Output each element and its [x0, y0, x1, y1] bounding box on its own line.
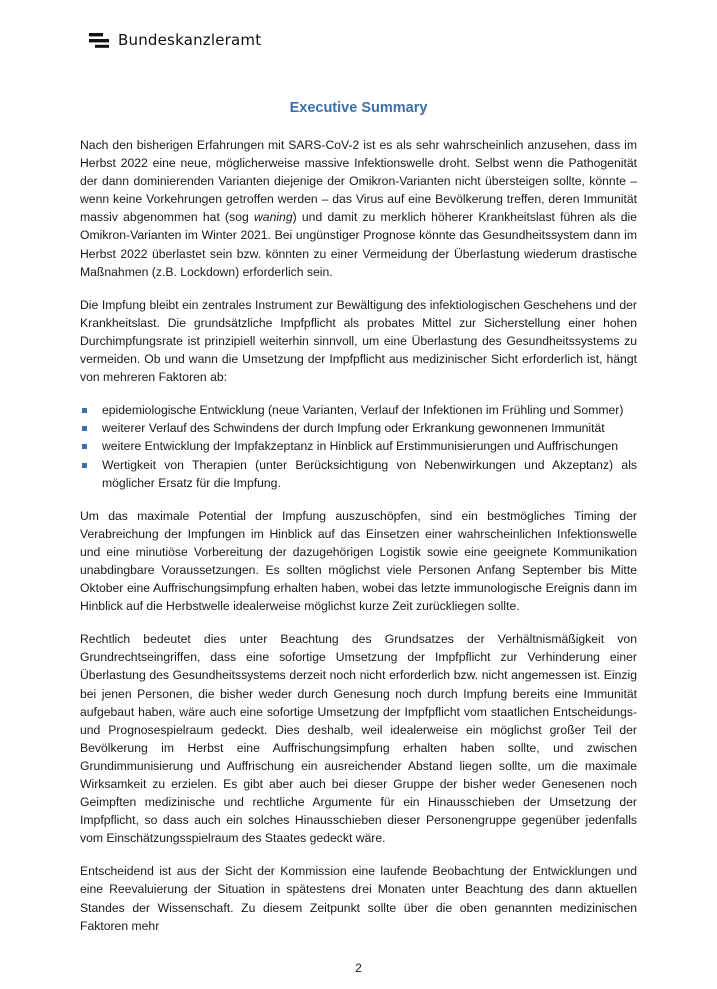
- paragraph-1-text-b: ) und damit zu merklich höherer Krankheitslast führen als die Omikron-Varianten im Winter 2021. Bei ungünstiger Prognose könnte das Gesundheitssystem dann im Herbst 2022 überlastet sein bzw. könnten zu einer Vermeidung der Überlastung wiederum drastische Maßnahmen (z.B. Lockdown) erforderlich sein.: [80, 210, 637, 279]
- list-item-text: Wertigkeit von Therapien (unter Berücksichtigung von Nebenwirkungen und Akzeptanz) als möglicher Ersatz für die Impfung.: [102, 457, 637, 490]
- bundeskanzleramt-logo-icon: [89, 32, 109, 48]
- bullet-square-icon: [82, 426, 87, 431]
- document-title: Executive Summary: [289, 100, 428, 116]
- list-item-text: weiterer Verlauf des Schwindens der durch Impfung oder Erkrankung gewonnenen Immunität: [102, 421, 605, 436]
- factor-list: [80, 401, 637, 491]
- bullet-square-icon: [82, 463, 87, 468]
- paragraph-1: [80, 136, 637, 281]
- paragraph-2: Die Impfung bleibt ein zentrales Instrument zur Bewältigung des infektiologischen Geschehens und der Krankheitslast. Die grundsätzliche Impfpflicht als probates Mittel zur Sicherstellung einer hohen Durchimpfungsrate ist prinzipiell weiterhin sinnvoll, um eine Überlastung des Gesundheitssystems zu vermeiden. Ob und wann die Umsetzung der Impfpflicht aus medizinischer Sicht erforderlich ist, hängt von mehreren Faktoren ab:: [80, 297, 637, 385]
- page-number: 2: [355, 961, 362, 975]
- paragraph-4: Rechtlich bedeutet dies unter Beachtung des Grundsatzes der Verhältnismäßigkeit von Grundrechtseingriffen, dass eine sofortige Umsetzung der Impfpflicht zur Verhinderung einer Überlastung des Gesundheitssystems derzeit noch nicht erforderlich bzw. nicht angemessen ist. Einzig bei jenen Personen, die bisher weder durch Genesung noch durch Impfung bereits eine Immunität aufgebaut haben, wäre auch eine sofortige Umsetzung der Impfpflicht vom staatlichen Entscheidungs- und Prognosespielraum gedeckt. Dies deshalb, weil idealerweise ein möglichst großer Teil der Bevölkerung im Herbst eine Auffrischungsimpfung erhalten haben sollte, und zwischen Grundimmunisierung und Auffrischung ein ausreichender Abstand liegen sollte, um die maximale Wirksamkeit zu erzielen. Es gibt aber auch bei dieser Gruppe der bisher weder Genesenen noch Geimpften medizinische und rechtliche Argumente für ein Hinausschieben der Umsetzung der Impfpflicht, so dass auch ein solches Hinausschieben dieser Personengruppe gegenüber jedenfalls vom Einschätzungsspielraum des Staates gedeckt wäre.: [80, 632, 637, 846]
- document-body: [80, 136, 637, 950]
- paragraph-1-text-a: Nach den bisherigen Erfahrungen mit SARS-CoV-2 ist es als sehr wahrscheinlich anzusehen, dass im Herbst 2022 eine neue, möglicherweise massive Infektionswelle droht. Selbst wenn die Pathogenität der dann dominierenden Varianten diejenige der Omikron-Varianten nicht übersteigen sollte, könnte – wenn keine Vorkehrungen getroffen werden – das Virus auf eine Bevölkerung treffen, deren Immunität massiv abgenommen hat (sog: [80, 138, 637, 225]
- list-item-text: epidemiologische Entwicklung (neue Varianten, Verlauf der Infektionen im Frühling und Sommer): [102, 403, 624, 418]
- logo-text: Bundeskanzleramt: [118, 31, 262, 49]
- paragraph-5: Entscheidend ist aus der Sicht der Kommission eine laufende Beobachtung der Entwicklungen und eine Reevaluierung der Situation in spätestens drei Monaten unter Beachtung des dann aktuellen Standes der Wissenschaft. Zu diesem Zeitpunkt sollte über die oben genannten medizinischen Faktoren mehr: [80, 864, 637, 933]
- bullet-square-icon: [82, 444, 87, 449]
- page-header: [89, 29, 261, 51]
- bullet-square-icon: [82, 408, 87, 413]
- list-item-text: weitere Entwicklung der Impfakzeptanz in Hinblick auf Erstimmunisierungen und Auffrischungen: [102, 439, 618, 454]
- list-item: [80, 419, 637, 437]
- list-item: [80, 401, 637, 419]
- list-item: [80, 456, 637, 492]
- paragraph-1-emphasis: waning: [253, 210, 293, 225]
- list-item: [80, 437, 637, 455]
- paragraph-3: Um das maximale Potential der Impfung auszuschöpfen, sind ein bestmögliches Timing der Verabreichung der Impfungen im Hinblick auf das Einsetzen einer wahrscheinlichen Infektionswelle und eine minutiöse Vorbereitung der dazugehörigen Logistik sowie eine geeignete Kommunikation unabdingbare Voraussetzungen. Es sollten möglichst viele Personen Anfang September bis Mitte Oktober eine Auffrischungsimpfung erhalten haben, wobei das letzte immunologische Ereignis dann im Hinblick auf die Herbstwelle idealerweise möglichst kurze Zeit zurückliegen sollte.: [80, 508, 637, 614]
